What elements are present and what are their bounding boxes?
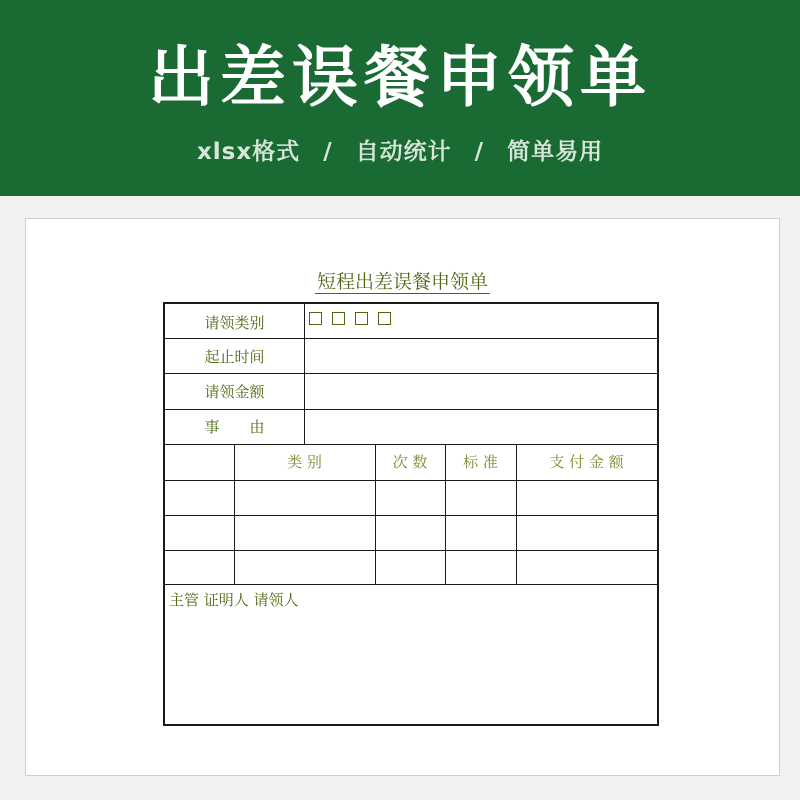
amount-label: 请领金额 <box>204 383 265 401</box>
subtitle-format: xlsx格式 <box>196 139 301 165</box>
form-title-text: 短程出差误餐申领单 <box>316 271 488 293</box>
amount-value-cell[interactable] <box>305 374 657 409</box>
subtitle-separator: / <box>323 139 333 165</box>
form-title <box>26 269 779 295</box>
table-header-standard: 标 准 <box>463 453 498 471</box>
option-meal-allowance[interactable] <box>309 309 324 329</box>
claim-form-table <box>163 302 659 726</box>
checkbox-icon[interactable] <box>309 312 322 325</box>
form-preview-card <box>25 218 780 776</box>
option-night-shift[interactable] <box>378 309 393 329</box>
row-divider <box>165 480 657 481</box>
banner-subtitle <box>0 136 800 168</box>
subtitle-separator: / <box>474 139 485 165</box>
category-options <box>309 309 401 329</box>
row-divider <box>165 550 657 551</box>
checkbox-icon[interactable] <box>378 312 391 325</box>
table-header-count: 次 数 <box>392 453 428 471</box>
option-short-trip[interactable] <box>332 309 347 329</box>
table-header-payment: 支 付 金 额 <box>549 453 624 471</box>
signature-line: 主管 证明人 请领人 <box>169 591 299 609</box>
subtitle-easy-use: 简单易用 <box>507 139 604 165</box>
row-divider <box>165 584 657 585</box>
header-banner <box>0 0 800 196</box>
reason-value-cell[interactable] <box>305 410 657 444</box>
row-divider <box>165 444 657 445</box>
table-header-category: 类 别 <box>287 453 322 471</box>
category-label: 请领类别 <box>204 314 265 332</box>
subtitle-auto-stats: 自动统计 <box>355 139 452 165</box>
period-label: 起止时间 <box>204 348 265 366</box>
period-value-cell[interactable] <box>305 339 657 373</box>
row-divider <box>165 515 657 516</box>
checkbox-icon[interactable] <box>355 312 368 325</box>
option-overtime-duty[interactable] <box>355 309 370 329</box>
reason-label: 事 由 <box>204 418 265 436</box>
checkbox-icon[interactable] <box>332 312 345 325</box>
banner-title: 出差误餐申领单 <box>148 39 652 116</box>
